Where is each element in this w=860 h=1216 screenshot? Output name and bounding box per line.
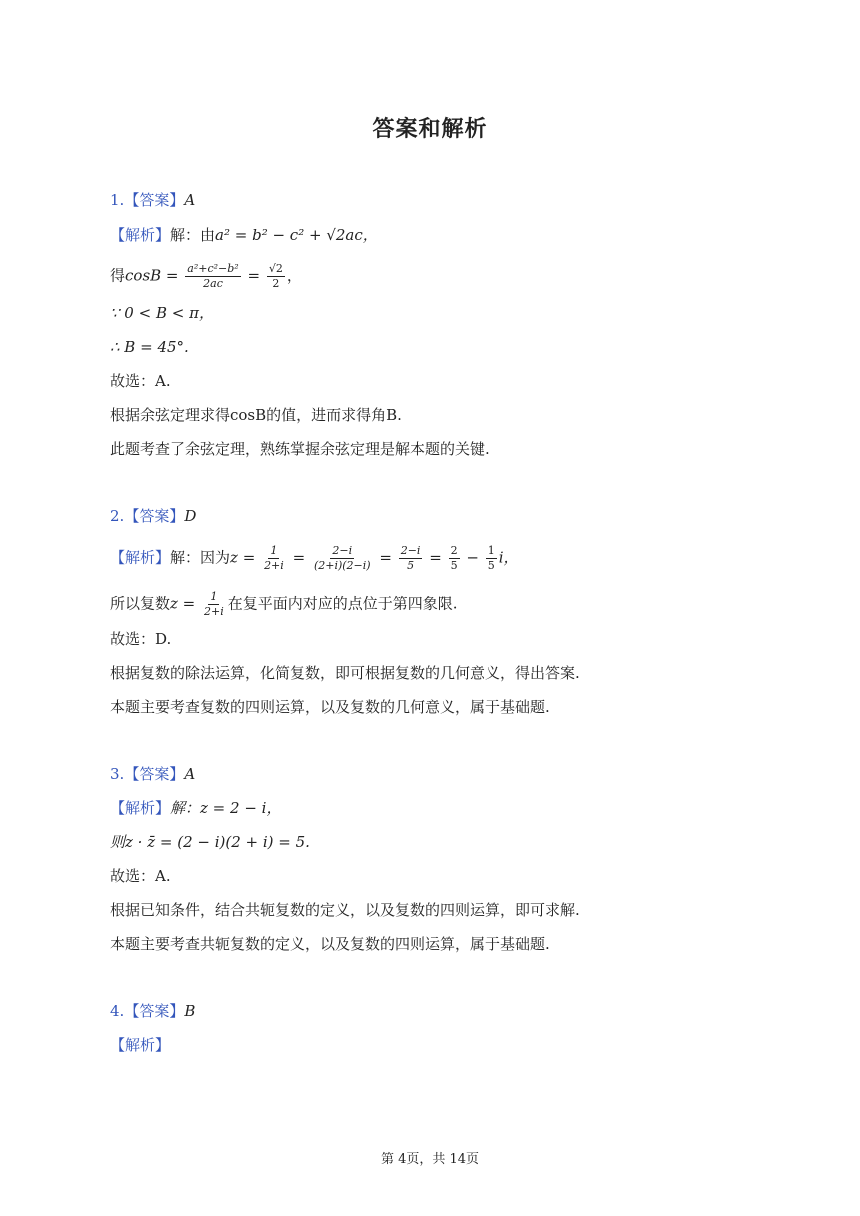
q4-answer-tag: 【答案】 <box>124 1002 185 1020</box>
q2-fraction-5 <box>486 544 497 573</box>
q1-fraction-2 <box>267 262 285 291</box>
fraction-denominator: 2+i <box>204 605 224 618</box>
fraction-numerator: 1 <box>210 590 218 603</box>
q1-analysis-line-5: 故选：A. <box>110 372 171 390</box>
q1-analysis-line-6: 根据余弦定理求得cosB的值，进而求得角B. <box>110 406 402 424</box>
q3-analysis-line-5: 本题主要考查共轭复数的定义，以及复数的四则运算，属于基础题. <box>110 935 550 953</box>
q3-answer-tag: 【答案】 <box>124 765 185 783</box>
q1-text: 得 <box>110 266 126 285</box>
q3-analysis-line-1 <box>110 798 281 818</box>
q2-fraction-4 <box>449 544 460 573</box>
q2-text: 解：因为 <box>170 548 231 567</box>
fraction-numerator: √2 <box>268 262 283 275</box>
q1-answer: A <box>184 191 196 209</box>
q1-math: a² = b² − c² + √2ac， <box>215 226 378 244</box>
q2-analysis-line-4: 根据复数的除法运算，化简复数，即可根据复数的几何意义，得出答案. <box>110 664 580 682</box>
q1-answer-tag: 【答案】 <box>124 191 185 209</box>
page-footer: 第 4页，共 14页 <box>380 1152 480 1167</box>
q1-analysis-line-7: 此题考查了余弦定理，熟练掌握余弦定理是解本题的关键. <box>110 440 490 458</box>
q1-math: cosB = <box>125 266 179 285</box>
fraction-denominator: 5 <box>450 559 458 572</box>
q1-analysis-line-3: ∵ 0 < B < π， <box>110 304 214 322</box>
fraction-numerator: 1 <box>487 544 495 557</box>
q2-text: 所以复数 <box>110 594 171 613</box>
q1-analysis-line-4: ∴ B = 45°. <box>110 338 189 356</box>
q2-math: z = <box>230 548 256 567</box>
fraction-numerator: 2 <box>450 544 458 557</box>
page-title: 答案和解析 <box>372 117 488 142</box>
q3-analysis-tag: 【解析】 <box>110 799 171 817</box>
q2-analysis-line-2 <box>110 590 458 619</box>
q1-analysis-line-1 <box>110 225 378 245</box>
q2-analysis-line-5: 本题主要考查复数的四则运算，以及复数的几何意义，属于基础题. <box>110 698 550 716</box>
q3-analysis-line-2: 则z · z̄ = (2 − i)(2 + i) = 5. <box>110 833 310 851</box>
q2-fraction-1 <box>262 544 286 573</box>
q2-fraction-3 <box>399 544 423 573</box>
q1-fraction-1 <box>185 262 240 291</box>
q3-analysis-line-3: 故选：A. <box>110 867 171 885</box>
q4-analysis-tag: 【解析】 <box>110 1036 171 1054</box>
q1-analysis-tag: 【解析】 <box>110 226 171 244</box>
q3-answer: A <box>184 765 196 783</box>
fraction-denominator: 2+i <box>264 559 284 572</box>
q3-number: 3. <box>110 765 125 783</box>
q2-answer: D <box>184 507 197 525</box>
fraction-denominator: 2 <box>272 277 280 290</box>
fraction-denominator: 2ac <box>203 277 223 290</box>
q2-answer-line <box>110 506 196 526</box>
q2-text: 在复平面内对应的点位于第四象限. <box>227 594 458 613</box>
equals-sign: = <box>429 548 442 567</box>
fraction-denominator: 5 <box>487 559 495 572</box>
fraction-numerator: 2−i <box>400 544 421 557</box>
equals-sign: = <box>292 548 306 567</box>
q2-fraction-6 <box>202 590 226 619</box>
minus-sign: − <box>466 548 479 567</box>
equals-sign: = <box>247 266 261 285</box>
q2-fraction-2 <box>312 544 373 573</box>
q3-analysis-line-4: 根据已知条件，结合共轭复数的定义，以及复数的四则运算，即可求解. <box>110 901 580 919</box>
q3-answer-line <box>110 764 195 784</box>
fraction-denominator: 5 <box>407 559 415 572</box>
fraction-numerator: 2−i <box>332 544 353 557</box>
q1-text: 解：由 <box>170 226 216 244</box>
equals-sign: = <box>379 548 392 567</box>
q2-math: z = <box>170 594 196 613</box>
q3-math: 解：z = 2 − i， <box>170 799 282 817</box>
q1-analysis-line-2 <box>110 262 302 291</box>
q1-text: ， <box>286 266 302 285</box>
q2-analysis-tag: 【解析】 <box>110 548 171 567</box>
q4-number: 4. <box>110 1002 125 1020</box>
q2-answer-tag: 【答案】 <box>124 507 185 525</box>
q1-answer-line <box>110 190 195 210</box>
q2-analysis-line-1 <box>110 544 519 573</box>
q4-answer: B <box>184 1002 196 1020</box>
q2-analysis-line-3: 故选：D. <box>110 630 172 648</box>
q2-math: i， <box>498 548 519 567</box>
fraction-numerator: 1 <box>270 544 278 557</box>
fraction-denominator: (2+i)(2−i) <box>313 559 371 572</box>
q2-number: 2. <box>110 507 125 525</box>
q4-analysis-line-1 <box>110 1035 170 1055</box>
q1-number: 1. <box>110 191 125 209</box>
q4-answer-line <box>110 1001 195 1021</box>
fraction-numerator: a²+c²−b² <box>187 262 239 275</box>
